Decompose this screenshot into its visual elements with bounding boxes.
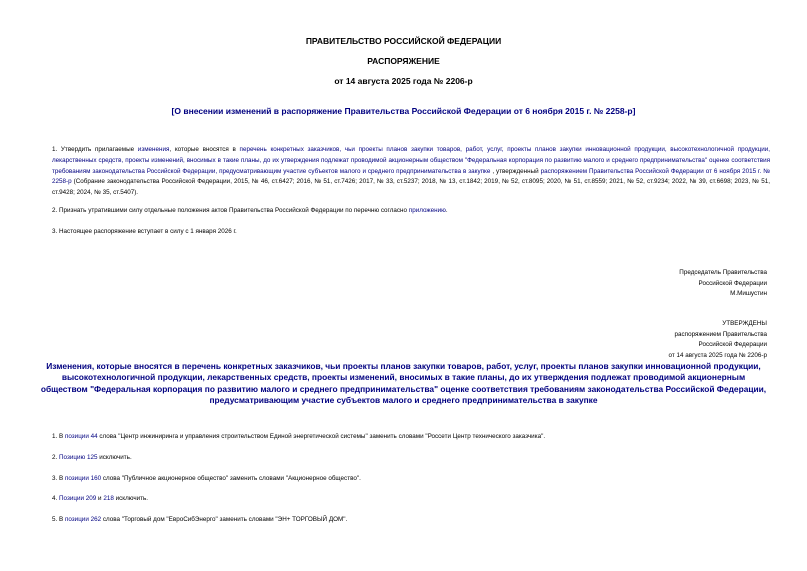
item-2-link[interactable]: Позицию 125 [59, 454, 98, 461]
p1-link-order[interactable]: распоряжением Правительства Российской Федерации от 6 ноября 2015 г. № 2258-р [52, 167, 770, 186]
paragraph-2 [52, 206, 770, 217]
item-5-link[interactable]: позиции 262 [64, 516, 102, 523]
approved-line-4: от 14 августа 2025 года № 2206-р [668, 351, 767, 359]
annex-item-4 [52, 495, 148, 502]
p2-link-annex[interactable]: приложению [408, 207, 446, 214]
item-1-text-a: 1. В [52, 433, 65, 440]
p1-text-a: 1. Утвердить прилагаемые [52, 146, 138, 153]
item-3-link[interactable]: позиции 160 [64, 475, 102, 482]
p2-text-a: 2. Признать утратившими силу отдельные положения актов Правительства Российской Федерации по перечню согласно [52, 207, 409, 214]
item-1-link[interactable]: позиции 44 [64, 433, 98, 440]
p1-link-changes[interactable]: изменения [137, 146, 170, 153]
header-date-number: от 14 августа 2025 года № 2206-р [334, 76, 473, 86]
signature-line-3: М.Мишустин [730, 290, 767, 298]
annex-item-1 [52, 433, 545, 440]
item-5-text-b: слова "Торговый дом "ЕвроСибЭнерго" заменить словами "ЭН+ ТОРГОВЫЙ ДОМ". [101, 516, 348, 523]
item-2-text-b: исключить. [97, 454, 132, 461]
p1-text-d: (Собрание законодательства Российской Федерации, 2015, № 46, ст.6427; 2016, № 51, ст.7426; 2017, № 33, ст.5237; 2018, № 13, ст.1842; 2019, № 52, ст.8095; 2020, № 51, ст.8559; 2021, № 52, ст.9234; 2022, № 39, ст.6698; 2023, № 51, ст.9428; 2024, № 35, ст.5407). [52, 178, 770, 197]
approved-line-2: распоряжением Правительства [674, 330, 767, 338]
annex-item-3 [52, 475, 361, 482]
item-3-text-b: слова "Публичное акционерное общество" заменить словами "Акционерное общество". [101, 475, 361, 482]
p2-text-b: . [445, 207, 448, 214]
annex-title-prefix: Изменения, которые вносятся в [46, 361, 182, 371]
signature-line-2: Российской Федерации [698, 279, 767, 287]
header-government: ПРАВИТЕЛЬСТВО РОССИЙСКОЙ ФЕДЕРАЦИИ [305, 36, 502, 46]
item-4-text-and: и [96, 495, 104, 502]
item-4-link-218[interactable]: 218 [103, 495, 114, 502]
item-1-text-b: слова "Центр инжиниринга и управления строительством Единой энергетической системы" заменить словами "Россети Центр технического заказчика". [97, 433, 546, 440]
item-4-text-b: исключить. [113, 495, 149, 502]
item-3-text-a: 3. В [52, 475, 65, 482]
p1-link-list[interactable]: перечень конкретных заказчиков, чьи проекты планов закупки товаров, работ, услуг, проекты планов закупки инновационной продукции, высокотехнологичной продукции, лекарственных средств, проекты изменений, вносимых в такие планы, до их утверждения подлежат проводимой акционерным обществом "Федеральная корпорация по развитию малого и среднего предпринимательства" оценке соответствия требованиям законодательства Российской Федерации, предусматривающим участие субъектов малого и среднего предпринимательства в закупке [52, 146, 770, 175]
item-5-text-a: 5. В [52, 516, 65, 523]
signature-line-1: Председатель Правительства [679, 269, 767, 276]
title-prefix: [О внесении изменений в [171, 106, 282, 116]
annex-title-link[interactable]: перечень конкретных заказчиков, чьи проекты планов закупки товаров, работ, услуг, проекты планов закупки инновационной продукции, высокотехнологичной продукции, лекарственных средств, проекты изменений, вносимых в такие планы, до их утверждения подлежат проводимой акционерным обществом "Федеральная корпорация по развитию малого и среднего предпринимательства" оценке соответствия требованиям законодательства Российской Федерации, предусматривающим участие субъектов малого и среднего предпринимательства в закупке [40, 361, 767, 405]
item-2-text-a: 2. [52, 454, 60, 461]
item-4-link-209[interactable]: Позиции 209 [59, 495, 97, 502]
document-title [0, 106, 807, 116]
approved-line-1: УТВЕРЖДЕНЫ [722, 320, 767, 327]
paragraph-3: 3. Настоящее распоряжение вступает в силу с 1 января 2026 г. [52, 228, 237, 235]
title-link[interactable]: распоряжение Правительства Российской Федерации от 6 ноября 2015 г. № 2258-р [281, 106, 633, 116]
p1-text-c: , утвержденный [490, 167, 541, 175]
paragraph-1 [52, 145, 770, 199]
annex-title [40, 361, 767, 406]
title-suffix: ] [632, 106, 636, 116]
item-4-text-a: 4. [52, 495, 60, 502]
annex-item-5 [52, 516, 347, 523]
annex-item-2 [52, 454, 132, 461]
p1-text-b: , которые вносятся в [169, 146, 240, 153]
signature-block [679, 268, 767, 300]
header-doc-type: РАСПОРЯЖЕНИЕ [367, 56, 440, 66]
approved-line-3: Российской Федерации [698, 341, 767, 349]
approved-block [668, 319, 767, 361]
